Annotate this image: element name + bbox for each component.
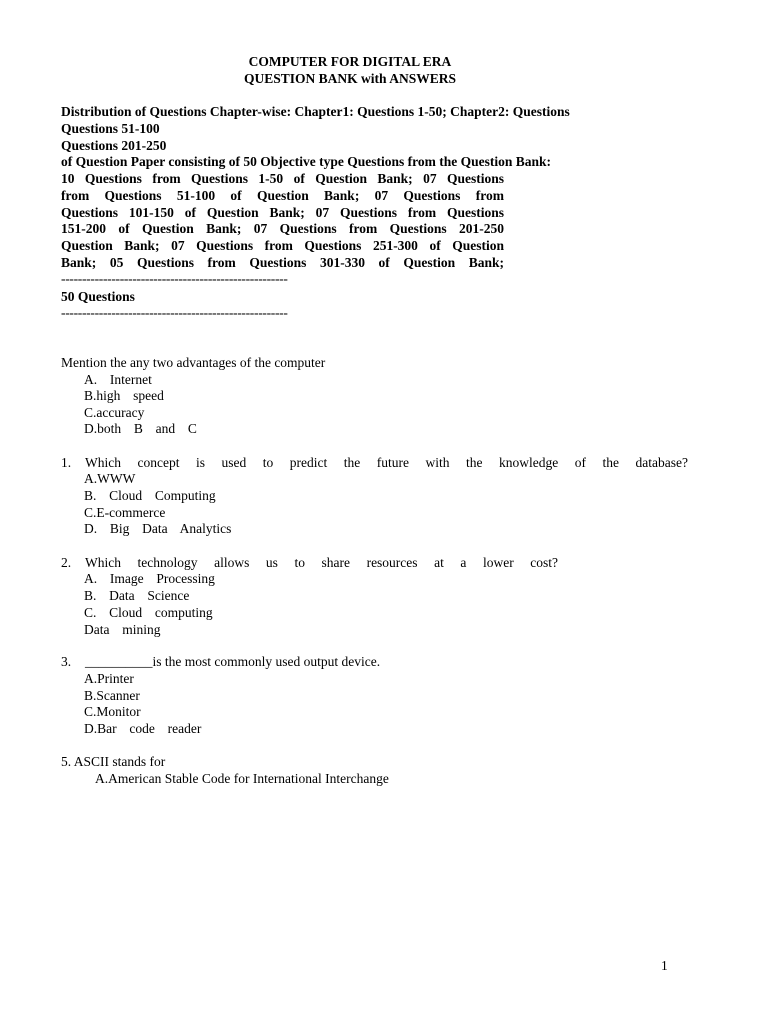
distribution-line-1: Distribution of Questions Chapter-wise: Chapter1: Questions 1-50; Chapter2: Questions (61, 104, 570, 119)
question-item (61, 754, 165, 770)
document-subtitle: QUESTION BANK with ANSWERS (244, 71, 456, 86)
question-item (61, 555, 558, 571)
question-option: A.Printer (84, 671, 134, 686)
question-item (61, 455, 688, 471)
question-number: 3. (61, 654, 72, 669)
question-item (61, 654, 380, 670)
question-text: ASCII stands for (73, 754, 166, 769)
question-number: 5. (61, 754, 72, 769)
question-option: B. Data Science (84, 588, 190, 603)
distribution-para-4: 151-200 of Question Bank; 07 Questions from Questions 201-250 (61, 221, 504, 236)
distribution-para-1: 10 Questions from Questions 1-50 of Question Bank; 07 Questions (61, 171, 504, 186)
question-number: 1. (61, 455, 72, 470)
question-option: A. Image Processing (84, 571, 215, 586)
question-text: Which technology allows us to share resources at a lower cost? (85, 555, 558, 570)
question-option: B.Scanner (84, 688, 140, 703)
distribution-para-3: Questions 101-150 of Question Bank; 07 Questions from Questions (61, 205, 504, 220)
question-text: Mention the any two advantages of the computer (61, 355, 326, 370)
question-option: D.both B and C (84, 421, 197, 436)
question-option: Data mining (84, 622, 161, 637)
question-option: D. Big Data Analytics (84, 521, 232, 536)
question-option: C. Cloud computing (84, 605, 213, 620)
question-option: B.high speed (84, 388, 164, 403)
question-text: Which concept is used to predict the future with the knowledge of the database? (85, 455, 688, 470)
distribution-line-4: of Question Paper consisting of 50 Objective type Questions from the Question Bank: (61, 154, 552, 169)
question-number: 2. (61, 555, 72, 570)
distribution-line-3: Questions 201-250 (61, 138, 167, 153)
question-option: C.accuracy (84, 405, 145, 420)
distribution-para-2: from Questions 51-100 of Question Bank; 07 Questions from (61, 188, 504, 203)
question-option: A.American Stable Code for International Interchange (95, 771, 389, 786)
question-text: __________is the most commonly used output device. (85, 654, 381, 669)
document-title: COMPUTER FOR DIGITAL ERA (248, 54, 452, 69)
question-option: C.Monitor (84, 704, 141, 719)
divider-top: ------------------------------------------------------ (61, 271, 288, 286)
question-option: A. Internet (84, 372, 152, 387)
question-option: D.Bar code reader (84, 721, 202, 736)
question-option: C.E-commerce (84, 505, 166, 520)
distribution-line-2: Questions 51-100 (61, 121, 160, 136)
page-number: 1 (661, 958, 668, 973)
total-questions: 50 Questions (61, 289, 135, 304)
question-option: A.WWW (84, 471, 136, 486)
distribution-para-6: Bank; 05 Questions from Questions 301-330 of Question Bank; (61, 255, 504, 270)
distribution-para-5: Question Bank; 07 Questions from Questions 251-300 of Question (61, 238, 504, 253)
question-option: B. Cloud Computing (84, 488, 216, 503)
divider-bottom: ------------------------------------------------------ (61, 305, 288, 320)
